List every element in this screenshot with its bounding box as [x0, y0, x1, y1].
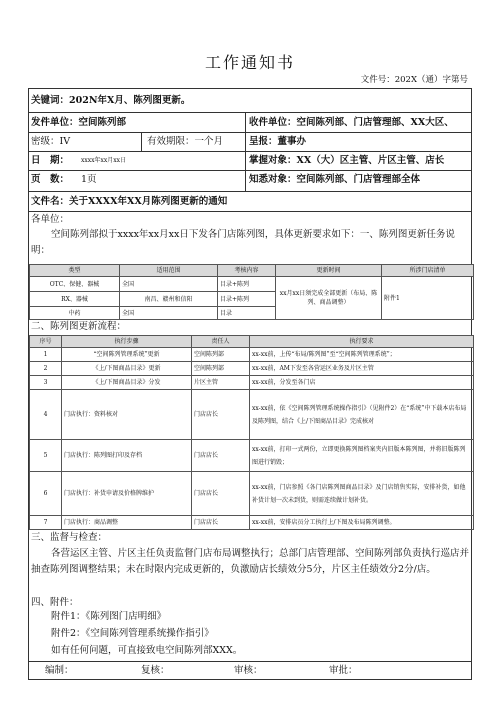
cell-content: 目录+陈列	[218, 292, 276, 307]
col-header: 更新时间	[276, 265, 382, 277]
cell-no: 2	[30, 362, 62, 376]
table-row	[30, 390, 474, 440]
cell-content: 目录	[218, 307, 276, 320]
table-row	[30, 362, 474, 376]
attachment-1: 附件1：《陈列图门店明细》	[51, 611, 167, 622]
cell-step: 门店执行：商品调整	[62, 516, 192, 530]
date-value: xxxx年xx月xx日	[81, 157, 127, 164]
cell-step: 门店执行：资料核对	[62, 390, 192, 440]
cell-owner: 门店店长	[192, 440, 250, 472]
cell-step: 《上/下图商品目录》更新	[62, 362, 192, 376]
attachment-2: 附件2：《空间陈列管理系统操作指引》	[51, 628, 214, 639]
section-3-heading: 三、监督与检查：	[31, 532, 108, 543]
table-header-row	[30, 265, 474, 277]
cell-requirement: xx-xx前，上传“布局/陈列图”至“空间陈列管理系统”；	[250, 348, 474, 362]
cell-requirement: xx-xx前，打印一式两份，立即更换陈列图档案夹内旧版本陈列图，并将旧版陈列图进行销毁；	[250, 440, 474, 472]
cell-type: OTC、保健、器械	[30, 277, 120, 292]
cell-owner: 片区主管	[192, 376, 250, 390]
col-header: 执行要求	[250, 336, 474, 348]
col-header: 适用范围	[120, 265, 218, 277]
section-4-heading: 四、附件：	[31, 597, 79, 608]
cell-requirement: xx-xx前，安排店员分工执行上/下图及布局陈列调整。	[250, 516, 474, 530]
cell-requirement: xx-xx前，依《空间陈列管理系统操作指引》（见附件2）在“系统”中下载本店布局及陈列图，结合《上/下图商品目录》完成核对	[250, 390, 474, 440]
date-label: 日 期：	[31, 155, 70, 166]
cell-requirement: xx-xx前，门店参照《各门店陈列图商品目录》及门店销售实际，安排补货，如他补货计划一次未到货，则需连续做计划补货。	[250, 472, 474, 516]
table-header-row	[30, 336, 474, 348]
cell-owner: 空间陈列部	[192, 362, 250, 376]
issuer: 发件单位：空间陈列部	[31, 117, 127, 128]
cell-no: 4	[30, 390, 62, 440]
update-task-table	[29, 264, 474, 320]
doc-name: 文件名：关于XXXX年XX月陈列图更新的通知	[31, 196, 228, 207]
supervision-paragraph: 各营运区主管、片区主任负责监督门店布局调整执行；总部门店管理部、空间陈列部负责执行巡店并抽查陈列图调整结果；未在时限内完成更新的，负激励店长绩效分5分，片区主任绩效分2分/店。	[31, 548, 470, 575]
cell-requirement: xx-xx前，分发至各门店	[250, 376, 474, 390]
footer-reviewer: 复核：	[141, 665, 170, 676]
process-table	[29, 335, 474, 530]
cell-no: 7	[30, 516, 62, 530]
pages-value: 1页	[81, 174, 97, 185]
col-header: 责任人	[192, 336, 250, 348]
control-target: 掌握对象：XX（大）区主管、片区主管、店长	[249, 155, 445, 166]
cell-owner: 空间陈列部	[192, 348, 250, 362]
cell-update-time: xx月xx日须完成全部更新（布局、陈列、商品调整）	[276, 277, 382, 320]
cell-no: 6	[30, 472, 62, 516]
table-row	[30, 516, 474, 530]
cell-step: “空间陈列管理系统”更新	[62, 348, 192, 362]
secret-level: 密级：IV	[31, 136, 71, 147]
table-row	[30, 348, 474, 362]
report-to: 呈报：董事办	[249, 136, 307, 147]
cell-type: 中药	[30, 307, 120, 320]
notify-target: 知悉对象：空间陈列部、门店管理部全体	[249, 174, 421, 185]
table-row	[30, 472, 474, 516]
cell-scope: 全国	[120, 307, 218, 320]
cell-no: 1	[30, 348, 62, 362]
col-header: 所涉门店清单	[382, 265, 474, 277]
cell-no: 5	[30, 440, 62, 472]
footer-compiler: 编制：	[45, 665, 74, 676]
cell-step: 《上/下图商品目录》分发	[62, 376, 192, 390]
cell-scope: 南昌、赣州和信阳	[120, 292, 218, 307]
col-header: 执行步骤	[62, 336, 192, 348]
cell-content: 目录+陈列	[218, 277, 276, 292]
intro-paragraph: 空间陈列部拟于xxxx年xx月xx日下发各门店陈列图，具体更新要求如下：一、陈列图更新任务说明：	[31, 229, 455, 256]
keyword-line: 关键词：202N年X月、陈列图更新。	[31, 95, 191, 106]
cell-owner: 门店店长	[192, 472, 250, 516]
validity: 有效期限：一个月	[147, 136, 224, 147]
cell-requirement: xx-xx前，AM下发至各营运区业务及片区主管	[250, 362, 474, 376]
greeting: 各单位：	[31, 214, 70, 225]
cell-step: 门店执行：陈列图打印及存档	[62, 440, 192, 472]
contact-line: 如有任何问题，可直接致电空间陈列部XXX。	[51, 645, 243, 656]
col-header: 序号	[30, 336, 62, 348]
cell-type: RX、器械	[30, 292, 120, 307]
notice-form	[28, 88, 472, 680]
cell-scope: 全国	[120, 277, 218, 292]
table-row	[30, 440, 474, 472]
cell-no: 3	[30, 376, 62, 390]
cell-owner: 门店店长	[192, 390, 250, 440]
col-header: 考核内容	[218, 265, 276, 277]
document-title: 工作通知书	[204, 53, 295, 72]
col-header: 类型	[30, 265, 120, 277]
cell-step: 门店执行：补货申请及价格牌维护	[62, 472, 192, 516]
cell-owner: 门店店长	[192, 516, 250, 530]
footer-approver: 审批：	[329, 665, 358, 676]
pages-label: 页 数：	[31, 174, 70, 185]
table-row	[30, 376, 474, 390]
file-number: 文件号：202X（通）字第号	[360, 75, 468, 85]
cell-store-list: 附件1	[382, 277, 474, 320]
table-row	[30, 277, 474, 292]
footer-auditor: 审核：	[234, 665, 263, 676]
section-2-heading: 二、陈列图更新流程：	[31, 321, 127, 332]
recipient: 收件单位：空间陈列部、门店管理部、XX大区、	[249, 117, 454, 128]
